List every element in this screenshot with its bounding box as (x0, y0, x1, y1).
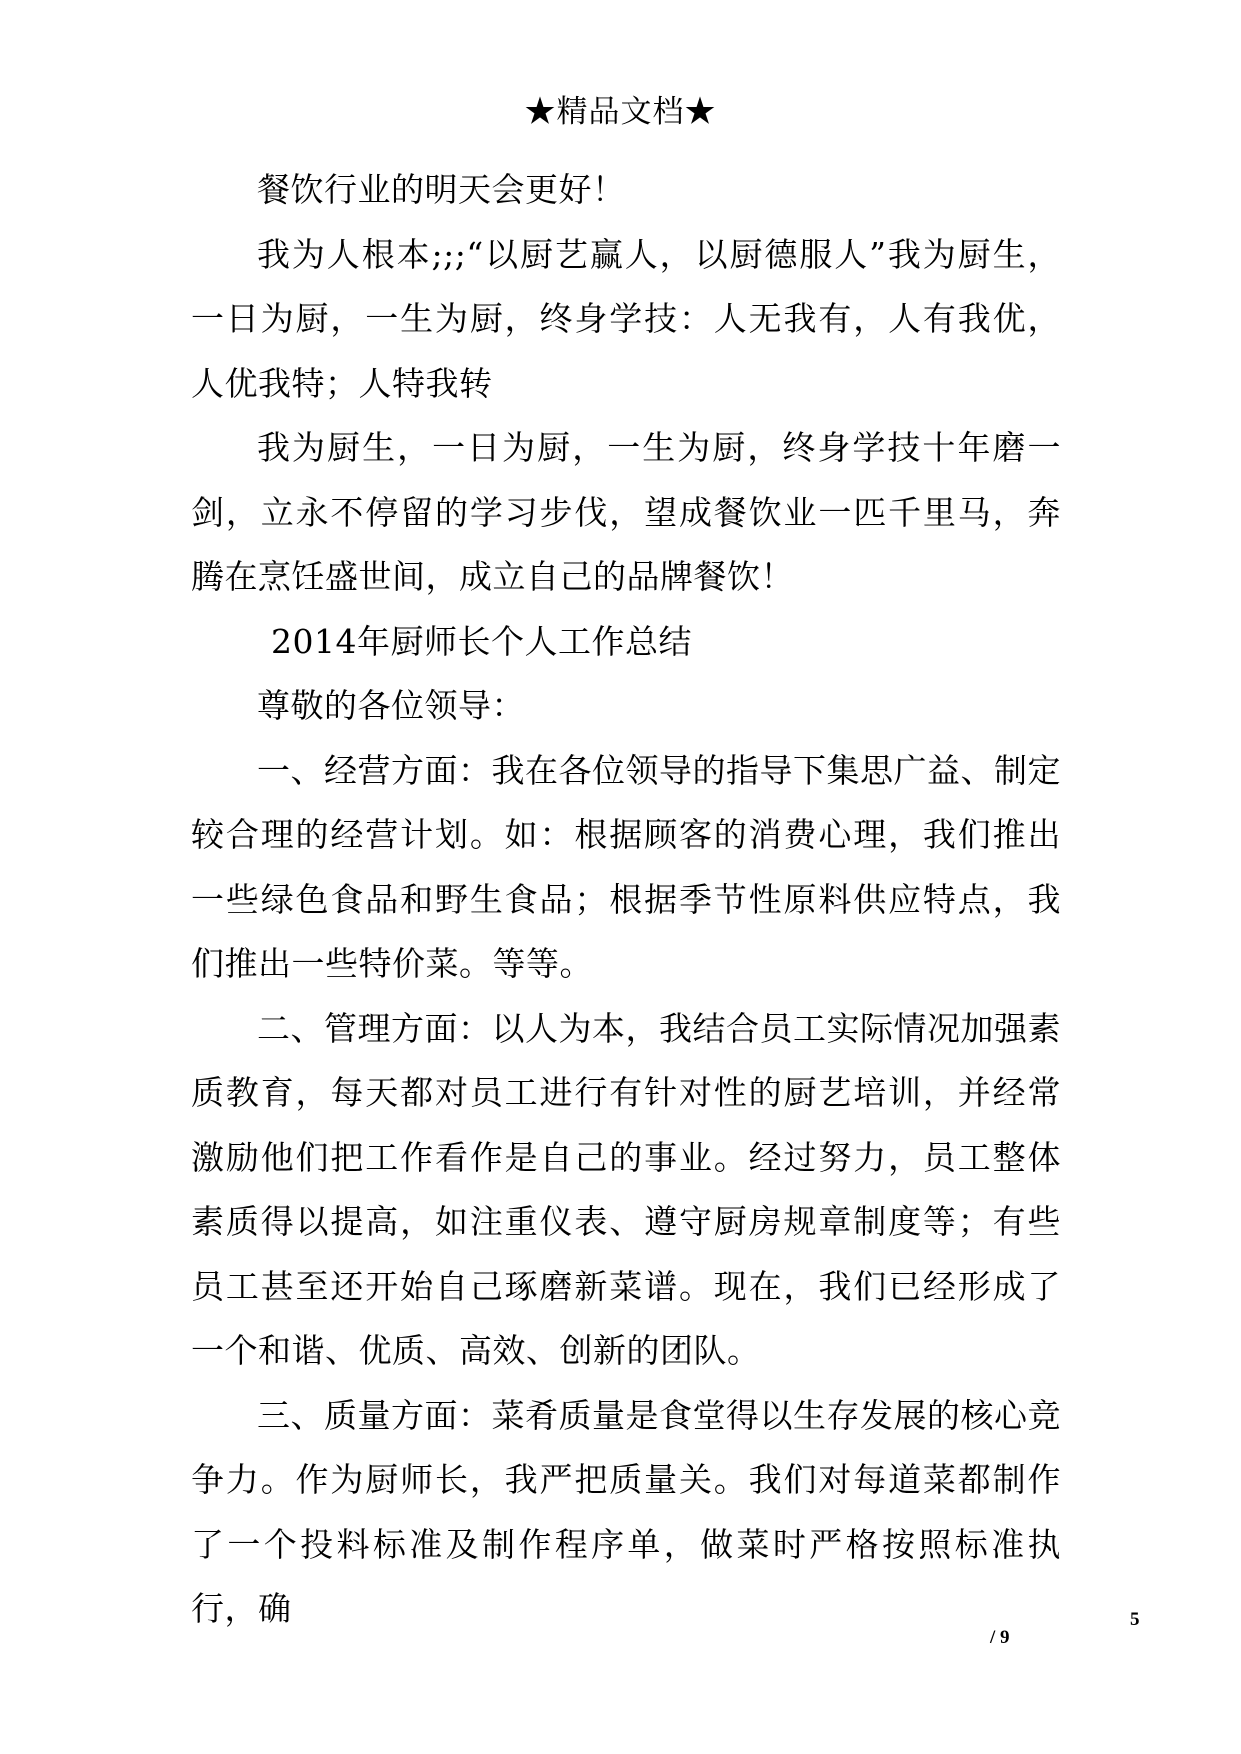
paragraph-salutation: 尊敬的各位领导： (257, 686, 525, 725)
document-body (191, 158, 1061, 1642)
paragraph-aspiration: 我为厨生，一日为厨，一生为厨，终身学技十年磨一剑，立永不停留的学习步伐，望成餐饮业一匹千里马，奔腾在烹饪盛世间，成立自己的品牌餐饮！ (191, 428, 1061, 596)
page-total: / 9 (990, 1627, 1010, 1648)
paragraph-closing-remark: 餐饮行业的明天会更好！ (257, 170, 626, 209)
section-title: 2014年厨师长个人工作总结 (271, 621, 692, 661)
paragraph-motto: 我为人根本;;;“以厨艺赢人，以厨德服人”我为厨生，一日为厨，一生为厨，终身学技：人无我有，人有我优，人优我特；人特我转 (191, 234, 1061, 403)
paragraph-operations: 一、经营方面：我在各位领导的指导下集思广益、制定较合理的经营计划。如：根据顾客的消费心理，我们推出一些绿色食品和野生食品；根据季节性原料供应特点，我们推出一些特价菜。等等。 (191, 750, 1061, 983)
page-header-title: ★精品文档★ (524, 94, 717, 130)
page-number: 5 (1130, 1609, 1140, 1630)
paragraph-management: 二、管理方面：以人为本，我结合员工实际情况加强素质教育，每天都对员工进行有针对性的厨艺培训，并经常激励他们把工作看作是自己的事业。经过努力，员工整体素质得以提高，如注重仪表、遵守厨房规章制度等；有些员工甚至还开始自己琢磨新菜谱。现在，我们已经形成了一个和谐、优质、高效、创新的团队。 (191, 1008, 1061, 1370)
paragraph-quality: 三、质量方面：菜肴质量是食堂得以生存发展的核心竞争力。作为厨师长，我严把质量关。我们对每道菜都制作了一个投料标准及制作程序单，做菜时严格按照标准执行，确 (191, 1395, 1061, 1628)
